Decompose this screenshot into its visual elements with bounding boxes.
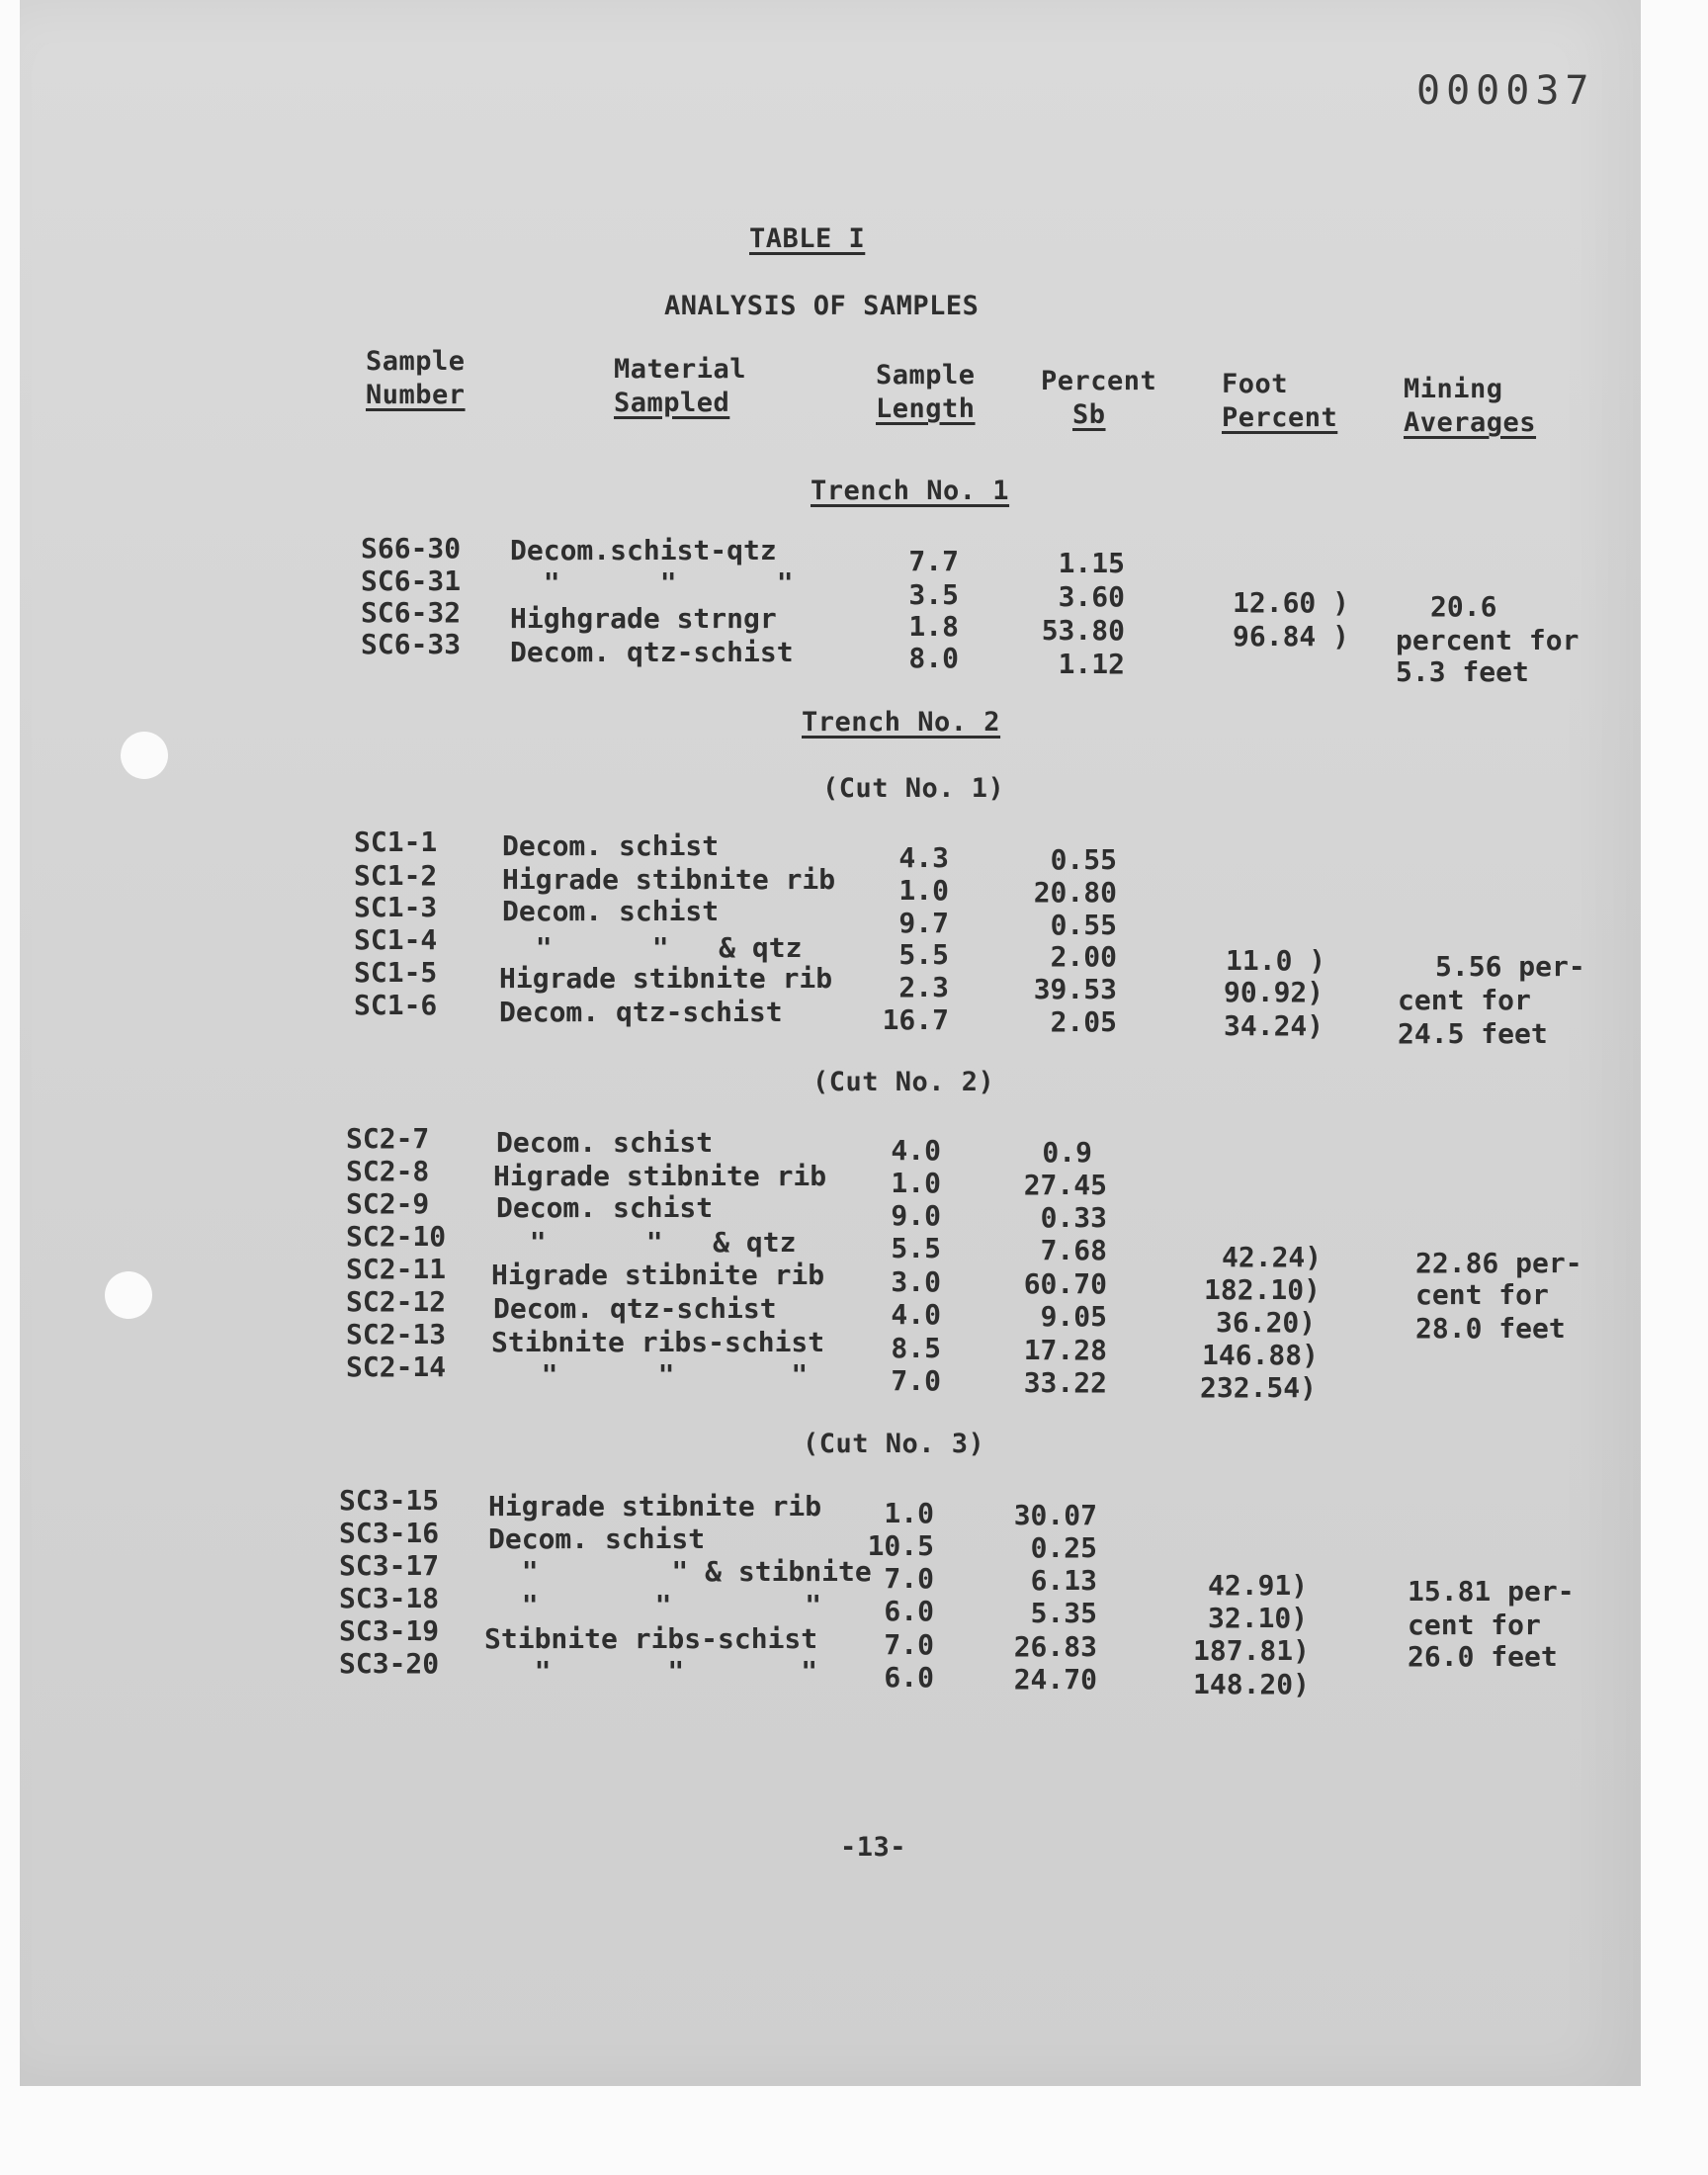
sample-number: SC2-11: [346, 1253, 447, 1285]
material-sampled: Decom. qtz-schist: [499, 996, 783, 1028]
foot-percent: 12.60 ): [1233, 586, 1350, 619]
header-mining-averages-line1: Mining: [1404, 374, 1503, 404]
sample-length: 9.7: [898, 907, 949, 939]
sample-number: SC1-1: [354, 826, 438, 858]
header-foot-percent-line1: Foot: [1222, 369, 1289, 399]
mining-average: cent for: [1398, 984, 1531, 1016]
mining-average: cent for: [1408, 1609, 1541, 1641]
sample-number: SC3-17: [339, 1549, 440, 1582]
percent-sb: 24.70: [1013, 1663, 1097, 1696]
percent-sb: 1.12: [1058, 648, 1125, 680]
sample-length: 5.5: [898, 938, 949, 971]
sample-number: SC3-16: [339, 1517, 440, 1549]
page-number: -13-: [840, 1832, 907, 1863]
percent-sb: 20.80: [1033, 876, 1117, 909]
sample-number: SC3-20: [339, 1647, 440, 1680]
foot-percent: 182.10): [1204, 1273, 1322, 1306]
sample-length: 7.0: [884, 1562, 934, 1595]
sample-number: SC1-5: [354, 956, 438, 989]
sample-length: 4.0: [891, 1134, 941, 1167]
material-sampled: Decom. schist: [496, 1126, 714, 1159]
sample-length: 10.5: [867, 1529, 934, 1562]
percent-sb: 1.15: [1058, 547, 1125, 579]
foot-percent: 36.20): [1216, 1306, 1317, 1339]
material-sampled: Higrade stibnite rib: [502, 863, 836, 896]
mining-average: percent for: [1396, 624, 1580, 656]
material-sampled: " " ": [484, 1655, 818, 1688]
percent-sb: 0.9: [1042, 1136, 1092, 1169]
sample-number: SC1-6: [354, 989, 438, 1021]
header-foot-percent-line2: Percent: [1222, 402, 1338, 433]
sample-length: 7.0: [884, 1628, 934, 1661]
sample-length: 3.0: [891, 1265, 941, 1298]
mining-average: 20.6: [1430, 590, 1497, 623]
header-sample-number-line1: Sample: [366, 346, 466, 377]
sample-number: SC2-10: [346, 1220, 447, 1253]
percent-sb: 27.45: [1023, 1169, 1107, 1201]
header-sample-length-line1: Sample: [876, 360, 976, 391]
foot-percent: 90.92): [1224, 976, 1324, 1008]
header-percent-sb-line2: Sb: [1072, 399, 1106, 430]
sample-number: SC2-13: [346, 1318, 447, 1350]
material-sampled: " " & qtz: [502, 931, 803, 964]
material-sampled: Decom. schist: [502, 829, 720, 862]
sample-number: SC2-7: [346, 1122, 430, 1155]
percent-sb: 53.80: [1041, 614, 1125, 647]
percent-sb: 39.53: [1033, 973, 1117, 1005]
mining-average: cent for: [1415, 1278, 1549, 1311]
mining-average: 28.0 feet: [1415, 1312, 1566, 1345]
percent-sb: 2.00: [1050, 940, 1117, 973]
sample-number: SC2-12: [346, 1285, 447, 1318]
sample-length: 1.0: [891, 1167, 941, 1199]
header-mining-averages-line2: Averages: [1404, 407, 1537, 438]
sample-number: SC3-19: [339, 1614, 440, 1647]
percent-sb: 0.55: [1050, 843, 1117, 876]
foot-percent: 34.24): [1224, 1009, 1324, 1042]
section-heading-trench-1: Trench No. 1: [811, 476, 1010, 506]
section-heading-cut-3: (Cut No. 3): [803, 1429, 985, 1459]
percent-sb: 26.83: [1013, 1630, 1097, 1663]
percent-sb: 6.13: [1030, 1564, 1097, 1597]
header-percent-sb-line1: Percent: [1041, 366, 1157, 396]
sample-number: SC6-31: [361, 565, 462, 597]
material-sampled: " " ": [488, 1589, 822, 1621]
sample-number: SC6-33: [361, 628, 462, 660]
material-sampled: Highgrade strngr: [510, 602, 777, 635]
header-sample-number-line2: Number: [366, 380, 466, 410]
foot-percent: 96.84 ): [1233, 620, 1350, 652]
table-title: TABLE I: [749, 223, 866, 254]
percent-sb: 0.55: [1050, 909, 1117, 941]
sample-number: SC1-4: [354, 923, 438, 956]
sample-length: 16.7: [882, 1003, 949, 1036]
sample-number: SC1-3: [354, 891, 438, 923]
material-sampled: Higrade stibnite rib: [488, 1490, 822, 1522]
sample-number: SC3-18: [339, 1582, 440, 1614]
sample-length: 8.5: [891, 1332, 941, 1364]
section-heading-trench-2: Trench No. 2: [802, 707, 1001, 738]
foot-percent: 42.24): [1222, 1241, 1323, 1273]
sample-number: SC2-9: [346, 1187, 430, 1220]
sample-number: SC2-8: [346, 1155, 430, 1187]
sample-length: 7.0: [891, 1364, 941, 1397]
mining-average: 15.81 per-: [1408, 1575, 1575, 1608]
sample-length: 4.0: [891, 1298, 941, 1331]
mining-average: 5.56 per-: [1435, 950, 1585, 983]
sample-number: SC1-2: [354, 859, 438, 892]
percent-sb: 7.68: [1040, 1234, 1107, 1266]
header-sample-length-line2: Length: [876, 393, 976, 424]
section-heading-cut-1: (Cut No. 1): [822, 773, 1005, 804]
sample-length: 1.0: [884, 1497, 934, 1529]
sample-length: 7.7: [908, 545, 959, 577]
foot-percent: 187.81): [1193, 1634, 1311, 1667]
foot-percent: 146.88): [1202, 1339, 1320, 1371]
sample-number: SC2-14: [346, 1350, 447, 1383]
material-sampled: Stibnite ribs-schist: [491, 1326, 825, 1358]
sample-length: 5.5: [891, 1232, 941, 1264]
percent-sb: 60.70: [1023, 1267, 1107, 1300]
percent-sb: 9.05: [1040, 1300, 1107, 1333]
mining-average: 24.5 feet: [1398, 1017, 1548, 1050]
sample-length: 3.5: [908, 578, 959, 611]
foot-percent: 148.20): [1193, 1668, 1311, 1700]
material-sampled: Decom. qtz-schist: [510, 636, 794, 668]
sample-number: SC6-32: [361, 596, 462, 629]
sample-number: S66-30: [361, 532, 462, 565]
sample-length: 6.0: [884, 1595, 934, 1627]
sample-length: 1.8: [908, 610, 959, 643]
material-sampled: " " ": [510, 566, 794, 599]
header-material-line2: Sampled: [614, 388, 730, 418]
percent-sb: 2.05: [1050, 1005, 1117, 1038]
foot-percent: 42.91): [1208, 1569, 1309, 1602]
header-material-line1: Material: [614, 354, 747, 385]
material-sampled: Higrade stibnite rib: [491, 1259, 825, 1291]
sample-number: SC3-15: [339, 1484, 440, 1517]
sample-length: 2.3: [898, 971, 949, 1003]
material-sampled: " " & qtz: [496, 1226, 797, 1259]
foot-percent: 32.10): [1208, 1602, 1309, 1634]
foot-percent: 232.54): [1200, 1371, 1318, 1404]
mining-average: 5.3 feet: [1396, 655, 1529, 688]
section-heading-cut-2: (Cut No. 2): [812, 1067, 995, 1097]
sample-length: 4.3: [898, 841, 949, 874]
mining-average: 22.86 per-: [1415, 1247, 1582, 1279]
sample-length: 9.0: [891, 1199, 941, 1232]
material-sampled: Higrade stibnite rib: [499, 962, 833, 995]
percent-sb: 33.22: [1023, 1366, 1107, 1399]
material-sampled: Decom.schist-qtz: [510, 534, 777, 566]
material-sampled: Stibnite ribs-schist: [484, 1622, 818, 1655]
percent-sb: 0.33: [1040, 1201, 1107, 1234]
material-sampled: Decom. schist: [488, 1522, 706, 1555]
material-sampled: Decom. schist: [496, 1191, 714, 1224]
material-sampled: " " & stibnite: [488, 1555, 872, 1588]
percent-sb: 3.60: [1058, 580, 1125, 613]
material-sampled: Decom. schist: [502, 895, 720, 927]
material-sampled: Higrade stibnite rib: [493, 1160, 827, 1192]
percent-sb: 30.07: [1013, 1499, 1097, 1531]
punch-hole: [105, 1271, 152, 1319]
percent-sb: 5.35: [1030, 1597, 1097, 1629]
foot-percent: 11.0 ): [1226, 944, 1326, 977]
sample-length: 8.0: [908, 642, 959, 674]
material-sampled: Decom. qtz-schist: [493, 1292, 777, 1325]
percent-sb: 17.28: [1023, 1334, 1107, 1366]
sample-length: 1.0: [898, 874, 949, 907]
sample-length: 6.0: [884, 1661, 934, 1694]
material-sampled: " " ": [491, 1358, 809, 1391]
percent-sb: 0.25: [1030, 1531, 1097, 1564]
punch-hole: [121, 732, 168, 779]
table-subtitle: ANALYSIS OF SAMPLES: [664, 291, 980, 321]
document-number: 000037: [1416, 68, 1595, 114]
mining-average: 26.0 feet: [1408, 1640, 1558, 1673]
